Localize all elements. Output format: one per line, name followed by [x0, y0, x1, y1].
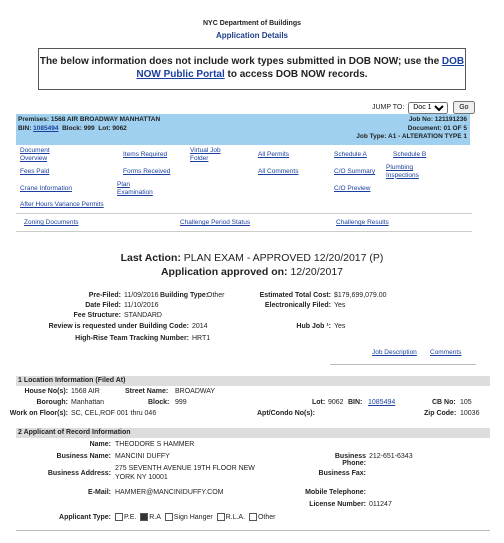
- links-divider: [330, 364, 476, 365]
- nav-virtual-job-folder[interactable]: Virtual Job Folder: [190, 147, 221, 162]
- document-number: Document: 01 OF 5: [407, 124, 467, 132]
- section2-header: 2 Applicant of Record Information: [16, 428, 490, 438]
- bin-value-link[interactable]: 1085494: [368, 399, 396, 406]
- biz-address-label: Business Address:: [47, 470, 111, 477]
- dob-now-portal-link[interactable]: DOB NOW Public Portal: [136, 56, 465, 80]
- jump-to: JUMP TO: Doc 1 Go: [372, 101, 475, 114]
- agency-title: NYC Department of Buildings: [202, 20, 301, 27]
- nav-co-preview[interactable]: C/O Preview: [334, 185, 371, 192]
- type-rla-option[interactable]: R.L.A.: [217, 514, 245, 521]
- hub-job-value: Yes: [334, 323, 346, 330]
- biz-fax-label: Business Fax:: [318, 470, 366, 477]
- nav-all-permits[interactable]: All Permits: [258, 151, 290, 158]
- bin-label: BIN:: [348, 399, 363, 406]
- nav-co-summary[interactable]: C/O Summary: [334, 168, 376, 175]
- nav-divider-2: [16, 231, 472, 232]
- premises-address: Premises: 1568 AIR BROADWAY MANHATTAN: [18, 116, 161, 123]
- block-value: 999: [175, 399, 187, 406]
- sign-hanger-checkbox[interactable]: [165, 513, 173, 521]
- email-value: HAMMER@MANCINIDUFFY.COM: [115, 489, 224, 496]
- biz-name-value: MANCINI DUFFY: [115, 453, 170, 460]
- prefiled-label: Pre-Filed:: [88, 292, 121, 299]
- rla-checkbox[interactable]: [217, 513, 225, 521]
- nav-after-hours[interactable]: After Hours Variance Permits: [20, 201, 104, 208]
- nav-crane-information[interactable]: Crane Information: [20, 185, 73, 192]
- nav-divider: [16, 213, 472, 214]
- mobile-label: Mobile Telephone:: [305, 489, 366, 496]
- nav-forms-received[interactable]: Forms Received: [123, 168, 171, 175]
- type-sign-hanger-option[interactable]: Sign Hanger: [165, 514, 213, 521]
- other-checkbox[interactable]: [249, 513, 257, 521]
- fee-structure-value: STANDARD: [124, 312, 162, 319]
- house-value: 1568 AIR: [71, 388, 100, 395]
- section1-header: 1 Location Information (Filed At): [16, 376, 490, 386]
- nav-fees-paid[interactable]: Fees Paid: [20, 168, 50, 175]
- nav-document-overview[interactable]: Document Overview: [20, 147, 50, 162]
- borough-label: Borough:: [36, 399, 68, 406]
- go-button[interactable]: Go: [453, 101, 474, 114]
- nav-challenge-period-status[interactable]: Challenge Period Status: [180, 219, 251, 226]
- job-number: Job No: 121191236: [408, 116, 467, 123]
- approval-date: Application approved on: 12/20/2017: [160, 266, 344, 278]
- nav-schedule-b[interactable]: Schedule B: [393, 151, 427, 158]
- floor-value: SC, CEL,ROF 001 thru 046: [71, 410, 157, 417]
- biz-name-label: Business Name:: [56, 453, 111, 460]
- applicant-type-label: Applicant Type:: [59, 514, 111, 521]
- premises-bar: [16, 114, 470, 145]
- dob-now-notice: The below information does not include work types submitted in DOB NOW; use the DOB NOW Public Portal to access DOB NOW records.: [38, 48, 466, 90]
- nav-challenge-results[interactable]: Challenge Results: [336, 219, 389, 226]
- lot-label: Lot:: [312, 399, 326, 406]
- jump-to-select[interactable]: [408, 102, 448, 114]
- biz-address-line1: 275 SEVENTH AVENUE 19TH FLOOR NEW: [115, 465, 255, 472]
- prefiled-value: 11/09/2016: [124, 292, 159, 299]
- biz-address-line2: YORK NY 10001: [115, 474, 168, 481]
- premises-ids: BIN: 1085494 Block: 999 Lot: 9062: [18, 124, 127, 132]
- cb-value: 105: [460, 399, 472, 406]
- nav-plan-examination[interactable]: Plan Examination: [117, 181, 153, 196]
- est-cost-value: $179,699,079.00: [334, 292, 387, 299]
- nav-items-required[interactable]: Items Required: [123, 151, 168, 158]
- block-label: Block:: [148, 399, 170, 406]
- floor-label: Work on Floor(s):: [9, 410, 68, 417]
- review-code-value: 2014: [192, 323, 208, 330]
- biz-phone-label: Business Phone:: [334, 453, 366, 467]
- elec-filed-label: Electronically Filed:: [264, 302, 331, 309]
- zip-label: Zip Code:: [424, 410, 457, 417]
- date-filed-label: Date Filed:: [85, 302, 121, 309]
- applicant-name-label: Name:: [89, 441, 111, 448]
- pe-checkbox[interactable]: [115, 513, 123, 521]
- fee-structure-label: Fee Structure:: [73, 312, 121, 319]
- street-label: Street Name:: [125, 388, 169, 395]
- applicant-type-options: [115, 513, 275, 521]
- hub-job-label: Hub Job ¹:: [296, 323, 331, 330]
- last-action: Last Action: PLAN EXAM - APPROVED 12/20/2017 (P): [120, 252, 384, 264]
- highrise-value: HRT1: [192, 335, 211, 342]
- house-label: House No(s):: [24, 388, 68, 395]
- page-title: Application Details: [215, 31, 288, 40]
- bin-link[interactable]: 1085494: [33, 124, 59, 132]
- ra-checkbox[interactable]: [140, 513, 148, 521]
- street-value: BROADWAY: [175, 388, 216, 395]
- license-label: License Number:: [309, 501, 366, 508]
- building-type-value: Other: [207, 292, 225, 299]
- type-ra-option[interactable]: R.A: [140, 514, 161, 521]
- license-value: 011247: [369, 501, 392, 508]
- job-type: Job Type: A1 - ALTERATION TYPE 1: [356, 133, 467, 140]
- borough-value: Manhattan: [71, 399, 105, 406]
- email-label: E-Mail:: [88, 489, 111, 496]
- review-code-label: Review is requested under Building Code:: [48, 323, 189, 330]
- apt-label: Apt/Condo No(s):: [257, 410, 315, 417]
- est-cost-label: Estimated Total Cost:: [259, 292, 331, 299]
- applicant-name-value: THEODORE S HAMMER: [115, 441, 195, 448]
- zip-value: 10036: [460, 410, 480, 417]
- nav-all-comments[interactable]: All Comments: [258, 168, 299, 175]
- date-filed-value: 11/10/2016: [124, 302, 159, 309]
- comments-link[interactable]: Comments: [430, 349, 462, 356]
- cb-label: CB No:: [432, 399, 456, 406]
- elec-filed-value: Yes: [334, 302, 346, 309]
- section-divider: [16, 530, 490, 531]
- nav-schedule-a[interactable]: Schedule A: [334, 151, 367, 158]
- type-other-option[interactable]: Other: [249, 514, 276, 521]
- lot-value: 9062: [328, 399, 344, 406]
- job-description-link[interactable]: Job Description: [372, 349, 417, 356]
- nav-zoning-documents[interactable]: Zoning Documents: [24, 219, 79, 226]
- highrise-label: High-Rise Team Tracking Number:: [75, 335, 189, 342]
- type-pe-option[interactable]: P.E.: [115, 514, 136, 521]
- nav-plumbing-inspections[interactable]: Plumbing Inspections: [386, 164, 419, 179]
- biz-phone-value: 212-651-6343: [369, 453, 413, 460]
- building-type-label: Building Type:: [160, 292, 209, 299]
